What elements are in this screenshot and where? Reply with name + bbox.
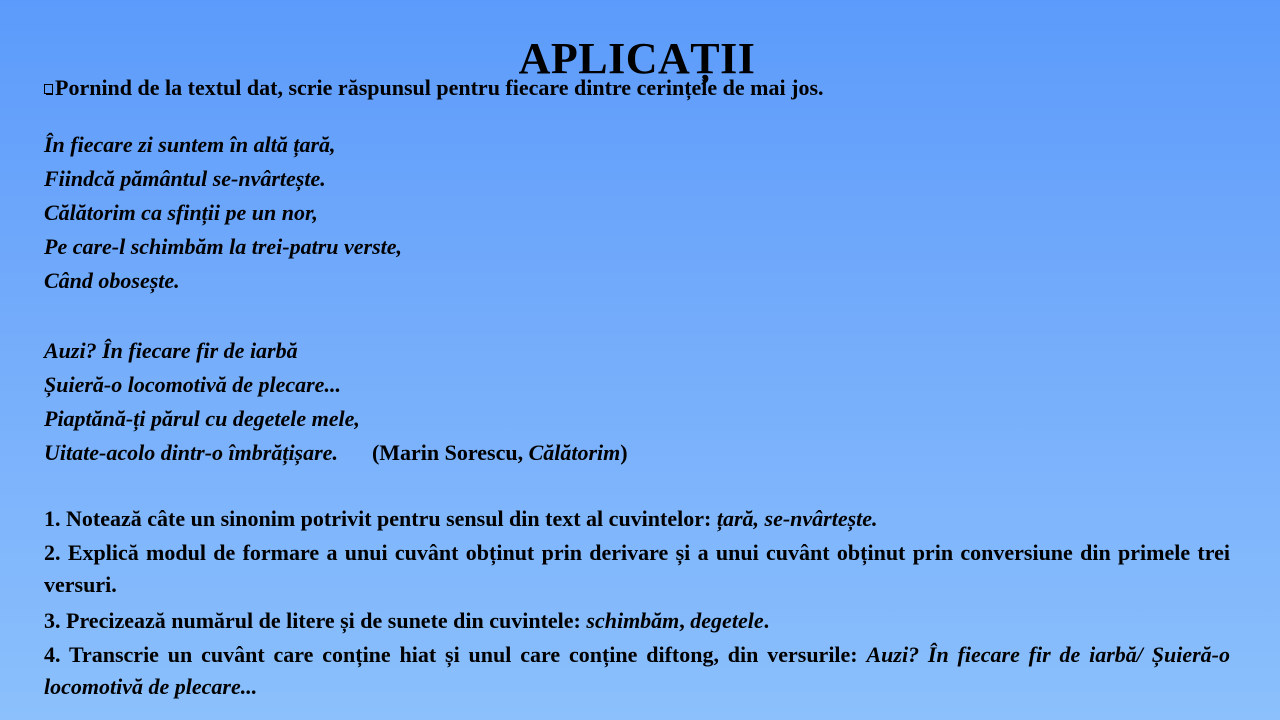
citation-work: Călătorim xyxy=(528,440,621,465)
task-3-word: degetele xyxy=(690,608,764,633)
task-3-word: schimbăm xyxy=(586,608,680,633)
poem-line: Piaptănă-ți părul cu degetele mele, xyxy=(44,406,360,431)
task-1-text: 1. Notează câte un sinonim potrivit pentru sensul din text al cuvintelor: xyxy=(44,506,717,531)
instruction xyxy=(44,74,824,102)
square-bullet-icon xyxy=(44,84,54,95)
poem-line: Șuieră-o locomotivă de plecare... xyxy=(44,372,341,397)
slide-title: APLICAȚII xyxy=(518,34,756,83)
poem-line: Călătorim ca sfinții pe un nor, xyxy=(44,200,318,225)
task-4-text: 4. Transcrie un cuvânt care conține hiat și unul care conține diftong, din versurile: xyxy=(44,642,867,667)
task-4-quote: Auzi? În fiecare fir de iarbă/ Șuieră-o locomotivă de plecare... xyxy=(44,642,1230,699)
task-3-end: . xyxy=(763,608,770,633)
task-list xyxy=(44,503,1230,703)
task-2: 2. Explică modul de formare a unui cuvânt obținut prin derivare și a unui cuvânt obținut prin conversiune din primele trei versuri. xyxy=(44,540,1230,597)
task-1-word: țară xyxy=(716,506,754,531)
task-3-text: 3. Precizează numărul de litere și de sunete din cuvintele: xyxy=(44,608,587,633)
task-1 xyxy=(44,503,1230,537)
poem-line: Uitate-acolo dintr-o îmbrățișare. xyxy=(44,440,338,465)
poem-line: Când obosește. xyxy=(44,268,180,293)
citation-author: (Marin Sorescu, xyxy=(371,440,529,465)
task-3 xyxy=(44,603,1230,639)
task-1-sep: , xyxy=(753,506,765,531)
task-4 xyxy=(44,639,1230,703)
instruction-text: Pornind de la textul dat, scrie răspunsul pentru fiecare dintre cerințele de mai jos. xyxy=(55,75,824,100)
citation xyxy=(372,440,628,465)
task-3-sep: , xyxy=(679,608,691,633)
poem-line: Auzi? În fiecare fir de iarbă xyxy=(44,338,298,363)
poem-line-with-citation xyxy=(44,436,1234,470)
poem-line: Pe care-l schimbăm la trei-patru verste, xyxy=(44,234,403,259)
task-1-word: se-nvârtește. xyxy=(764,506,878,531)
stanza-gap xyxy=(44,298,1234,334)
poem-line: Fiindcă pământul se-nvârtește. xyxy=(44,166,326,191)
poem xyxy=(44,128,1234,470)
poem-line: În fiecare zi suntem în altă țară, xyxy=(44,132,336,157)
citation-close: ) xyxy=(620,440,628,465)
